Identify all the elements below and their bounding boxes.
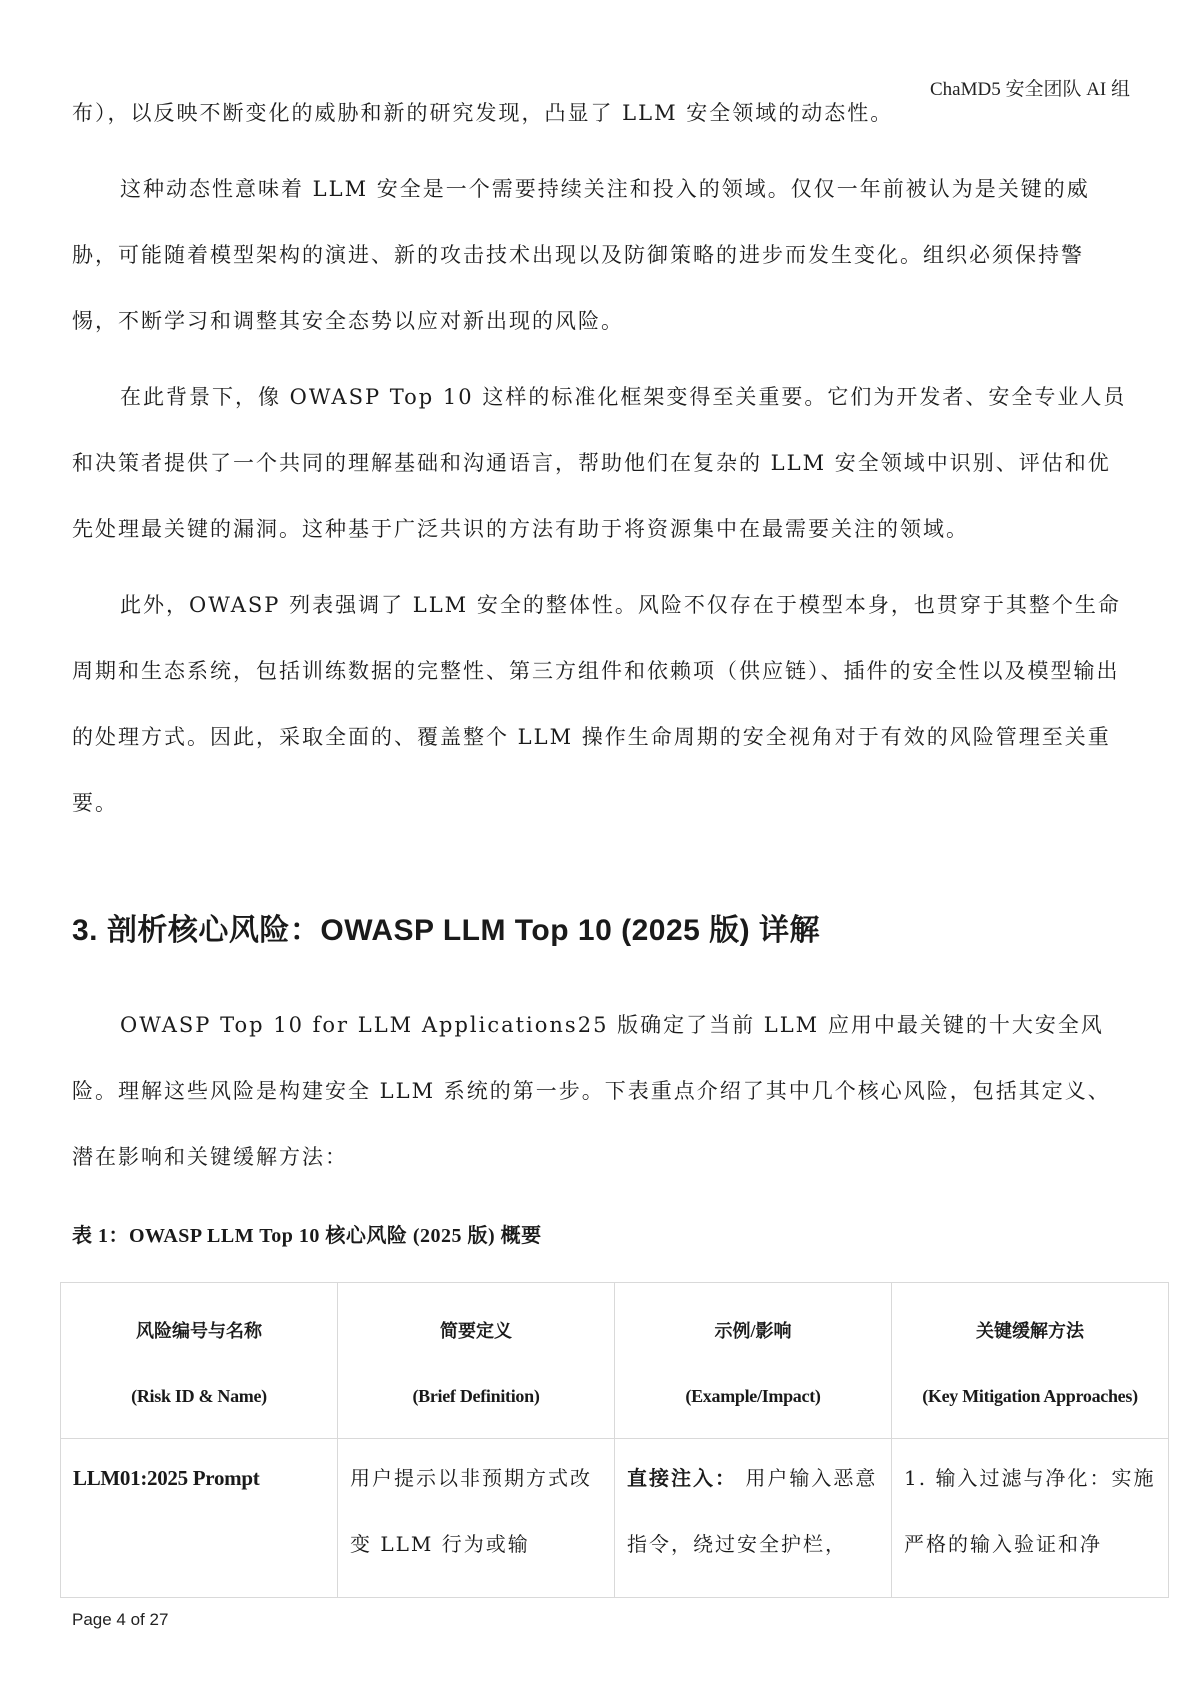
paragraph-holistic-security: [72, 572, 1128, 836]
paragraph-text: OWASP Top 10 for LLM Applications25 版确定了当前 LLM 应用中最关键的十大安全风险。理解这些风险是构建安全 LLM 系统的第一步。下表重点介绍了其中几个核心风险，包括其定义、潜在影响和关键缓解方法：: [72, 1013, 1111, 1169]
header-en: (Brief Definition): [412, 1386, 540, 1406]
header-zh: 示例/影响: [714, 1321, 792, 1341]
example-text: 用户输入恶意指令，绕过安全护栏，: [627, 1466, 878, 1556]
paragraph-continuation: 布），以反映不断变化的威胁和新的研究发现，凸显了 LLM 安全领域的动态性。: [72, 101, 894, 125]
header-mitigation: [892, 1283, 1169, 1439]
paragraph-owasp-intro: [72, 992, 1128, 1190]
header-risk-id: [61, 1283, 338, 1439]
paragraph-dynamic-security: [72, 156, 1128, 354]
section-title: 3. 剖析核心风险：OWASP LLM Top 10 (2025 版) 详解: [72, 914, 820, 947]
header-en: (Example/Impact): [685, 1386, 821, 1406]
paragraph-standard-framework: [72, 364, 1128, 562]
table-caption: 表 1：OWASP LLM Top 10 核心风险 (2025 版) 概要: [72, 1225, 542, 1247]
cell-example: [615, 1439, 892, 1598]
table-header-row: [61, 1283, 1169, 1439]
risk-table: [60, 1282, 1169, 1598]
page-number: Page 4 of 27: [72, 1610, 169, 1629]
header-zh: 简要定义: [440, 1321, 512, 1341]
table-row: [61, 1439, 1169, 1598]
example-label: 直接注入：: [627, 1466, 737, 1490]
paragraph-text: 在此背景下，像 OWASP Top 10 这样的标准化框架变得至关重要。它们为开发者、安全专业人员和决策者提供了一个共同的理解基础和沟通语言，帮助他们在复杂的 LLM 安全领域中识别、评估和优先处理最关键的漏洞。这种基于广泛共识的方法有助于将资源集中在最需要关注的领域。: [72, 385, 1127, 541]
header-definition: [338, 1283, 615, 1439]
cell-definition: 用户提示以非预期方式改变 LLM 行为或输: [338, 1439, 615, 1598]
header-en: (Risk ID & Name): [131, 1386, 267, 1406]
header-example: [615, 1283, 892, 1439]
header-zh: 风险编号与名称: [136, 1321, 262, 1341]
page-header: ChaMD5 安全团队 AI 组: [929, 79, 1130, 100]
cell-mitigation: 1. 输入过滤与净化：实施严格的输入验证和净: [892, 1439, 1169, 1598]
paragraph-text: 这种动态性意味着 LLM 安全是一个需要持续关注和投入的领域。仅仅一年前被认为是关键的威胁，可能随着模型架构的演进、新的攻击技术出现以及防御策略的进步而发生变化。组织必须保持警惕，不断学习和调整其安全态势以应对新出现的风险。: [72, 177, 1090, 333]
header-zh: 关键缓解方法: [976, 1321, 1084, 1341]
cell-risk-id: LLM01:2025 Prompt: [61, 1439, 338, 1598]
paragraph-text: 此外，OWASP 列表强调了 LLM 安全的整体性。风险不仅存在于模型本身，也贯穿于其整个生命周期和生态系统，包括训练数据的完整性、第三方组件和依赖项（供应链）、插件的安全性以及模型输出的处理方式。因此，采取全面的、覆盖整个 LLM 操作生命周期的安全视角对于有效的风险管理至关重要。: [72, 593, 1121, 815]
header-en: (Key Mitigation Approaches): [922, 1386, 1138, 1406]
